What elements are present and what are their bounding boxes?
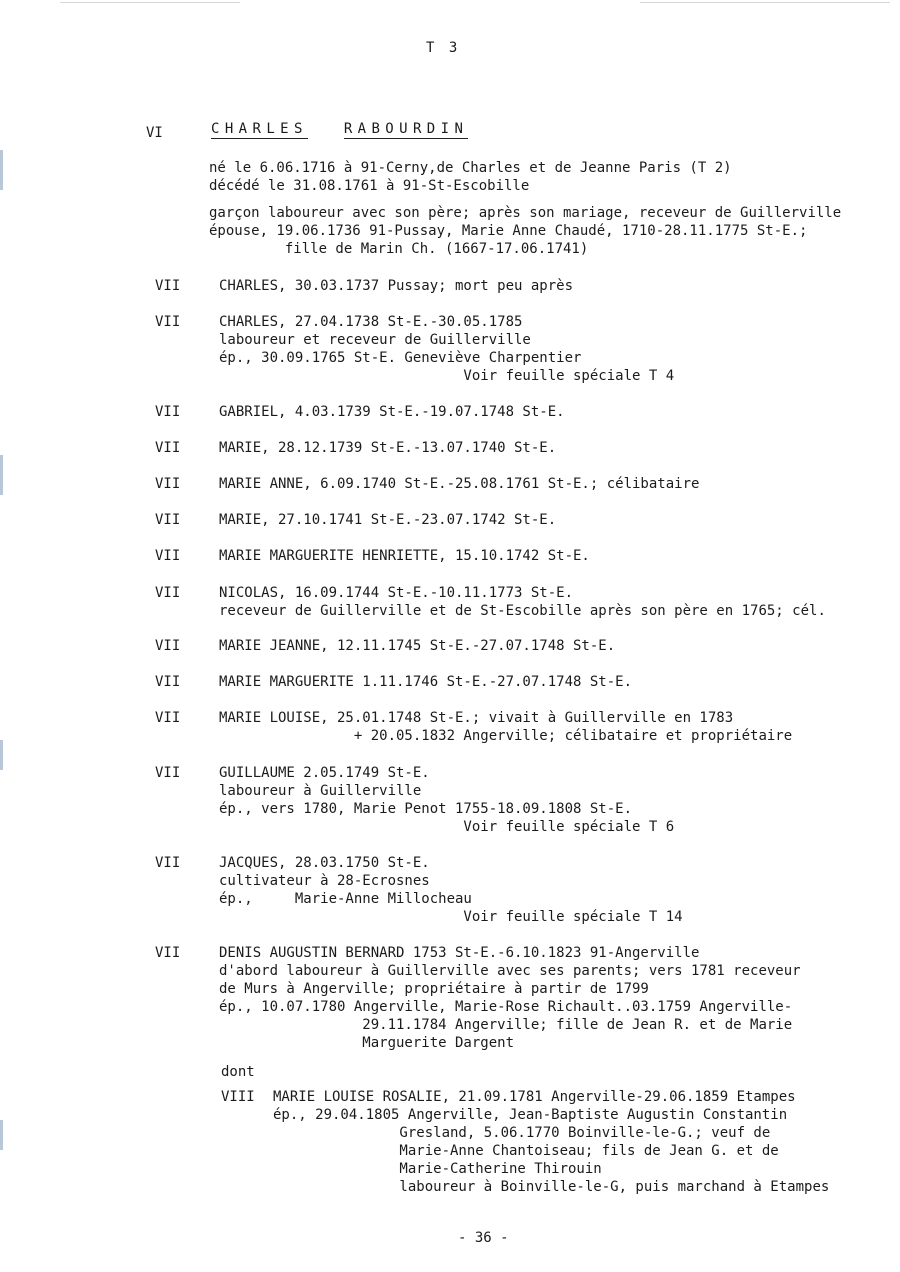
child-entry-line: Voir feuille spéciale T 14 — [219, 909, 683, 925]
child-entry-line: JACQUES, 28.03.1750 St-E. — [219, 855, 430, 871]
child-generation: VII — [155, 278, 181, 294]
child-entry-line: laboureur à Guillerville — [219, 783, 422, 799]
child-generation: VII — [155, 945, 181, 961]
scan-edge-mark — [0, 1120, 3, 1150]
bio-line: décédé le 31.08.1761 à 91-St-Escobille — [209, 178, 530, 194]
scan-edge-mark — [0, 150, 3, 190]
bio-line: né le 6.06.1716 à 91-Cerny,de Charles et de Jeanne Paris (T 2) — [209, 160, 732, 176]
child-entry-line: cultivateur à 28-Ecrosnes — [219, 873, 430, 889]
child-entry-line: MARIE, 28.12.1739 St-E.-13.07.1740 St-E. — [219, 440, 557, 456]
scan-edge-mark — [0, 455, 3, 495]
generation-label: VI — [146, 125, 163, 141]
descendant-entry-line: laboureur à Boinville-le-G, puis marchand à Etampes — [273, 1179, 830, 1195]
child-entry-line: receveur de Guillerville et de St-Escobille après son père en 1765; cél. — [219, 603, 826, 619]
descendant-entry-line: ép., 29.04.1805 Angerville, Jean-Baptiste Augustin Constantin — [273, 1107, 788, 1123]
page-number: - 36 - — [458, 1230, 509, 1246]
child-entry-line: Voir feuille spéciale T 4 — [219, 368, 675, 384]
child-entry-line: CHARLES, 27.04.1738 St-E.-30.05.1785 — [219, 314, 523, 330]
scan-edge-mark — [0, 740, 3, 770]
child-generation: VII — [155, 440, 181, 456]
child-entry-line: d'abord laboureur à Guillerville avec ses parents; vers 1781 receveur — [219, 963, 801, 979]
child-generation: VII — [155, 585, 181, 601]
descendant-entry-line: Gresland, 5.06.1770 Boinville-le-G.; veuf de — [273, 1125, 771, 1141]
child-entry-line: MARIE, 27.10.1741 St-E.-23.07.1742 St-E. — [219, 512, 557, 528]
person-first-name: CHARLES — [211, 121, 308, 137]
child-generation: VII — [155, 512, 181, 528]
child-entry-line: de Murs à Angerville; propriétaire à partir de 1799 — [219, 981, 649, 997]
child-entry-line: + 20.05.1832 Angerville; célibataire et propriétaire — [219, 728, 793, 744]
descendant-entry-line: Marie-Anne Chantoiseau; fils de Jean G. et de — [273, 1143, 779, 1159]
child-generation: VII — [155, 404, 181, 420]
child-generation: VII — [155, 314, 181, 330]
child-entry-line: Marguerite Dargent — [219, 1035, 515, 1051]
marriage-line: fille de Marin Ch. (1667-17.06.1741) — [209, 241, 589, 257]
child-entry-line: GABRIEL, 4.03.1739 St-E.-19.07.1748 St-E. — [219, 404, 565, 420]
child-generation: VII — [155, 674, 181, 690]
child-entry-line: ép., vers 1780, Marie Penot 1755-18.09.1808 St-E. — [219, 801, 633, 817]
scan-edge-line — [640, 2, 890, 3]
child-entry-line: laboureur et receveur de Guillerville — [219, 332, 531, 348]
child-generation: VII — [155, 638, 181, 654]
descendant-entry-line: Marie-Catherine Thirouin — [273, 1161, 602, 1177]
child-entry-line: MARIE ANNE, 6.09.1740 St-E.-25.08.1761 St-E.; célibataire — [219, 476, 700, 492]
child-entry-line: NICOLAS, 16.09.1744 St-E.-10.11.1773 St-E. — [219, 585, 574, 601]
child-entry-line: GUILLAUME 2.05.1749 St-E. — [219, 765, 430, 781]
child-generation: VII — [155, 765, 181, 781]
child-entry-line: Voir feuille spéciale T 6 — [219, 819, 675, 835]
child-entry-line: MARIE MARGUERITE HENRIETTE, 15.10.1742 St-E. — [219, 548, 590, 564]
child-generation: VII — [155, 476, 181, 492]
person-last-name: RABOURDIN — [343, 121, 469, 137]
scan-edge-line — [60, 2, 240, 3]
marriage-line: garçon laboureur avec son père; après son mariage, receveur de Guillerville — [209, 205, 842, 221]
descendant-generation: VIII — [221, 1089, 255, 1105]
child-entry-line: ép., 30.09.1765 St-E. Geneviève Charpentier — [219, 350, 582, 366]
child-entry-line: MARIE LOUISE, 25.01.1748 St-E.; vivait à Guillerville en 1783 — [219, 710, 734, 726]
descendants-label: dont — [221, 1064, 255, 1080]
child-generation: VII — [155, 710, 181, 726]
person-name — [211, 121, 468, 139]
child-generation: VII — [155, 548, 181, 564]
child-entry-line: MARIE MARGUERITE 1.11.1746 St-E.-27.07.1748 St-E. — [219, 674, 633, 690]
descendant-entry-line: MARIE LOUISE ROSALIE, 21.09.1781 Angerville-29.06.1859 Etampes — [273, 1089, 796, 1105]
child-entry-line: 29.11.1784 Angerville; fille de Jean R. et de Marie — [219, 1017, 793, 1033]
child-entry-line: ép., Marie-Anne Millocheau — [219, 891, 472, 907]
child-entry-line: DENIS AUGUSTIN BERNARD 1753 St-E.-6.10.1823 91-Angerville — [219, 945, 700, 961]
child-entry-line: ép., 10.07.1780 Angerville, Marie-Rose Richault..03.1759 Angerville- — [219, 999, 793, 1015]
child-generation: VII — [155, 855, 181, 871]
sheet-reference: T 3 — [426, 40, 461, 56]
child-entry-line: MARIE JEANNE, 12.11.1745 St-E.-27.07.1748 St-E. — [219, 638, 616, 654]
marriage-line: épouse, 19.06.1736 91-Pussay, Marie Anne Chaudé, 1710-28.11.1775 St-E.; — [209, 223, 808, 239]
child-entry-line: CHARLES, 30.03.1737 Pussay; mort peu après — [219, 278, 574, 294]
